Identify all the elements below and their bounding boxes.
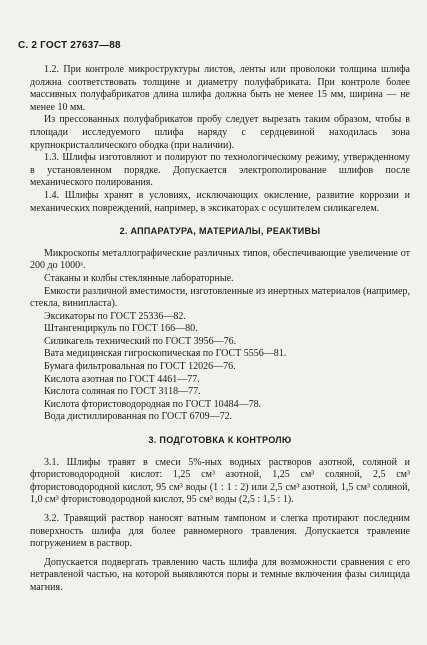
section-3-title: 3. ПОДГОТОВКА К КОНТРОЛЮ [148,435,292,446]
paragraph-containers: Емкости различной вместимости, изготовленные из инертных материалов (например, стекла, винипласта). [30,285,410,310]
paragraph-partial-etching: Допускается подвергать травлению часть шлифа для возможности сравнения с его нетравленой частью, на которой выявляются поры и темные включения фазы силицида магния. [30,556,410,593]
paragraph-glassware: Стаканы и колбы стеклянные лабораторные. [44,272,234,284]
list-item: Кислота азотная по ГОСТ 4461—77. [44,373,200,385]
paragraph-3-2: 3.2. Травящий раствор наносят ватным тампоном и слегка протирают последним поверхность шлифа для более равномерного травления. Допускается травление погружением в раствор. [30,513,410,550]
paragraph-1-3: 1.3. Шлифы изготовляют и полируют по технологическому режиму, утвержденному в установленном порядке. Допускается электрополирование шлифов после механического полирования. [30,152,410,189]
page-header: С. 2 ГОСТ 27637—88 [18,40,121,51]
paragraph-1-4: 1.4. Шлифы хранят в условиях, исключающих окисление, развитие коррозии и механических повреждений, например, в эксикаторах с осушителем силикагелем. [30,189,410,214]
list-item: Бумага фильтровальная по ГОСТ 12026—76. [44,361,236,373]
list-item: Вода дистиллированная по ГОСТ 6709—72. [44,411,233,423]
paragraph-1-2: 1.2. При контроле микроструктуры листов, ленты или проволоки толщина шлифа должна соответствовать толщине и диаметру полуфабриката. При контроле более массивных полуфабрикатов длина шлифа должна быть не менее 15 мм, ширина — не менее 10 мм. [30,64,410,113]
paragraph-3-1: 3.1. Шлифы травят в смеси 5%-ных водных растворов азотной, соляной и фтористоводородной кислот: 1,25 см³ азотной, 1,25 см³ соляной, 2,5 см³ фтористоводородной кислот, 95 см³ воды (1 : 1 : 2) или 2,5 см³ азотной, 1,5 см³ соляной, 1,0 см³ фтористоводородной кислот, 95 см³ воды (2,5 : 1,5 : 1). [30,456,410,506]
section-2-title: 2. АППАРАТУРА, МАТЕРИАЛЫ, РЕАКТИВЫ [119,226,321,237]
paragraph-pressed-samples: Из прессованных полуфабрикатов пробу следует вырезать таким образом, чтобы в площади исследуемого шлифа наряду с сердцевиной находилась зона крупнокристаллического ободка (при наличии). [30,114,410,151]
document-body [30,64,410,595]
list-item: Вата медицинская гигроскопическая по ГОСТ 5556—81. [44,348,287,360]
paragraph-microscopes: Микроскопы металлографические различных типов, обеспечивающие увеличение от 200 до 1000ˣ. [30,247,410,272]
list-item: Штангенциркуль по ГОСТ 166—80. [44,323,198,335]
list-item: Кислота соляная по ГОСТ 3118—77. [44,386,201,398]
list-item: Кислота фтористоводородная по ГОСТ 10484—78. [44,398,262,410]
list-item: Эксикаторы по ГОСТ 25336—82. [44,310,186,322]
list-item: Силикагель технический по ГОСТ 3956—76. [44,335,237,347]
